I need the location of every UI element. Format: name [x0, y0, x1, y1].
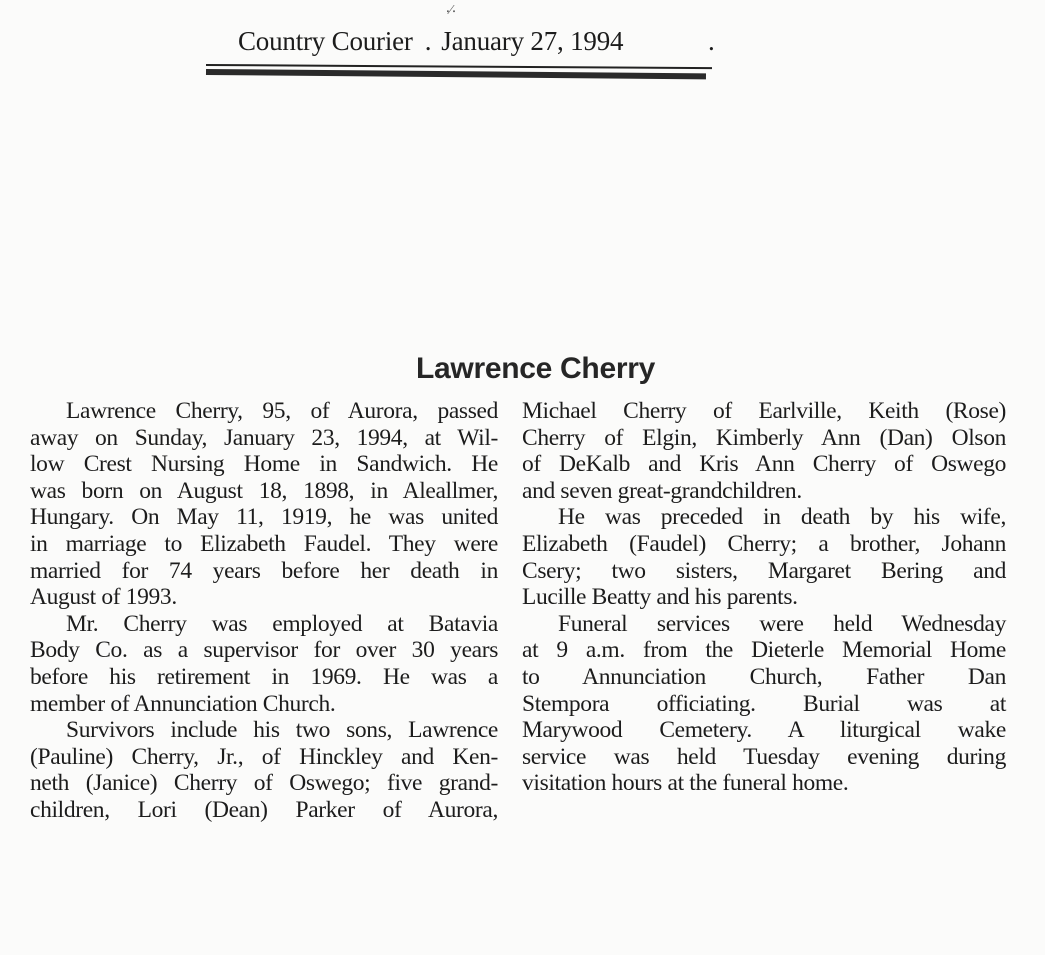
text-line: Michael Cherry of Earlville, Keith (Rose) [522, 398, 1006, 424]
text-line: visitation hours at the funeral home. [522, 770, 849, 797]
text-line: neth (Janice) Cherry of Oswego; five grand- [30, 770, 498, 797]
text-line: Lawrence Cherry, 95, of Aurora, passed [66, 398, 498, 424]
text-line: married for 74 years before her death in [30, 557, 498, 584]
right-column [522, 398, 1006, 797]
masthead-rule-thin [206, 64, 712, 69]
masthead-trailing-dot: . [708, 26, 715, 56]
left-column [30, 398, 498, 824]
text-line: Csery; two sisters, Margaret Bering and [522, 557, 1006, 584]
text-line: August of 1993. [30, 584, 177, 611]
text-line: low Crest Nursing Home in Sandwich. He [30, 451, 498, 478]
text-line: (Pauline) Cherry, Jr., of Hinckley and Ken- [30, 743, 498, 770]
text-line: Survivors include his two sons, Lawrence [66, 717, 498, 744]
text-line: Cherry of Elgin, Kimberly Ann (Dan) Olson [522, 424, 1006, 451]
text-line: of DeKalb and Kris Ann Cherry of Oswego [522, 451, 1006, 478]
text-line: was born on August 18, 1898, in Aleallmer, [30, 477, 498, 504]
masthead [238, 26, 715, 57]
text-line: Hungary. On May 11, 1919, he was united [30, 504, 498, 531]
text-line: Elizabeth (Faudel) Cherry; a brother, Johann [522, 530, 1006, 557]
text-line: member of Annunciation Church. [30, 690, 336, 717]
text-line: Lucille Beatty and his parents. [522, 584, 798, 611]
text-line: He was preceded in death by his wife, [558, 504, 1006, 531]
text-line: to Annunciation Church, Father Dan [522, 663, 1006, 690]
text-line: children, Lori (Dean) Parker of Aurora, [30, 796, 498, 823]
text-line: service was held Tuesday evening during [522, 743, 1006, 770]
text-line: and seven great-grandchildren. [522, 477, 802, 504]
text-line: in marriage to Elizabeth Faudel. They were [30, 530, 498, 557]
obituary-headline [0, 352, 1045, 386]
text-line: at 9 a.m. from the Dieterle Memorial Home [522, 637, 1006, 664]
text-line: Body Co. as a supervisor for over 30 years [30, 637, 498, 664]
headline-text: Lawrence Cherry [416, 352, 655, 385]
text-line: Marywood Cemetery. A liturgical wake [522, 717, 1006, 744]
text-line: away on Sunday, January 23, 1994, at Wil- [30, 424, 498, 451]
scan-mark: ⸳⁄⸳ [446, 3, 456, 18]
masthead-separator: . [424, 26, 432, 56]
newspaper-name: Country Courier [238, 26, 413, 56]
issue-date: January 27, 1994 [441, 26, 624, 56]
text-line: before his retirement in 1969. He was a [30, 663, 498, 690]
masthead-rule-thick [206, 69, 706, 79]
text-line: Funeral services were held Wednesday [558, 610, 1006, 637]
text-line: Mr. Cherry was employed at Batavia [66, 610, 498, 637]
text-line: Stempora officiating. Burial was at [522, 690, 1006, 717]
